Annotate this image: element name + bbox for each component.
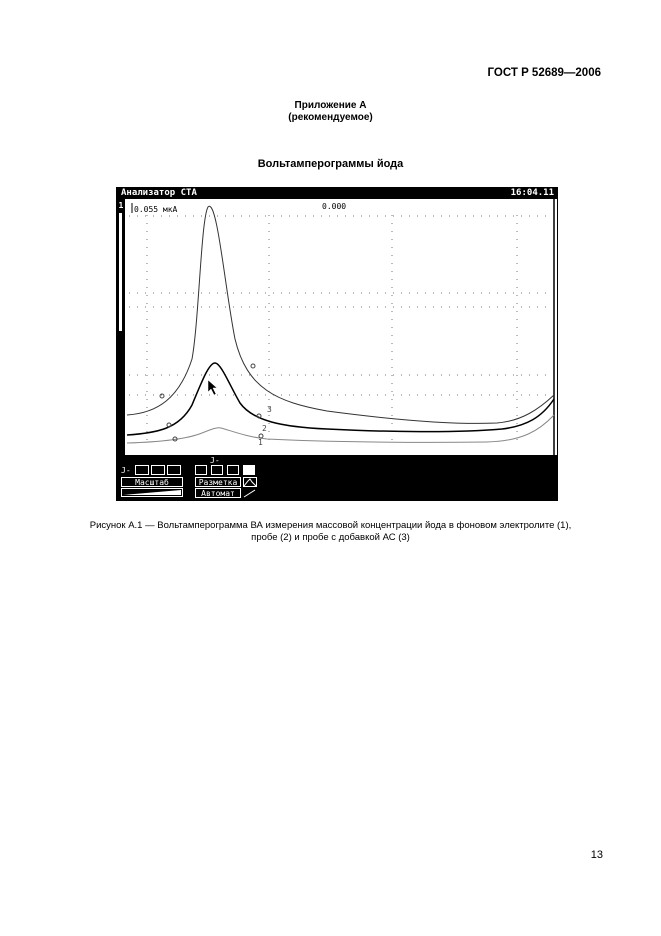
analyzer-screenshot [116, 187, 558, 501]
curve-label-1: 1 [258, 438, 263, 447]
cursor-label: J- [210, 456, 220, 465]
mode-cell-2[interactable] [151, 465, 165, 475]
curve-3 [127, 206, 554, 423]
option-cell-2[interactable] [211, 465, 223, 475]
appendix-title: Приложение А [294, 100, 367, 111]
dotted-grid [129, 215, 553, 444]
current-readout: 0.055 мкА [134, 205, 178, 214]
voltammogram-plot [117, 199, 557, 455]
y-marker: 1 [118, 201, 124, 210]
app-title: Анализатор СТА [121, 188, 197, 198]
curve-2 [127, 363, 554, 435]
potential-readout: 0.000 [322, 202, 347, 211]
auto-button-label: Автомат [201, 489, 235, 498]
mode-cell-1[interactable] [135, 465, 149, 475]
markup-button[interactable] [195, 477, 241, 487]
app-titlebar [117, 188, 557, 199]
curve-label-3: 3 [267, 405, 272, 414]
scale-ramp-icon [121, 488, 183, 497]
control-panel [117, 455, 557, 500]
section-title: Вольтамперограммы йода [257, 158, 404, 170]
peak-icon[interactable] [243, 477, 257, 487]
mode-label: J- [121, 466, 131, 475]
option-cell-4[interactable] [243, 465, 255, 475]
curve-label-2: 2 [262, 424, 267, 433]
scale-button-label: Масштаб [135, 478, 169, 487]
app-clock: 16:04.11 [510, 188, 554, 198]
option-cell-3[interactable] [227, 465, 239, 475]
caption-line-1: Рисунок А.1 — Вольтамперограмма ВА измерения массовой концентрации йода в фоновом электролите (1), [89, 520, 572, 531]
caption-line-2: пробе (2) и пробе с добавкой АС (3) [251, 532, 410, 543]
marker [251, 364, 255, 368]
markup-button-label: Разметка [198, 478, 238, 487]
scale-slider[interactable] [119, 213, 122, 331]
mode-cell-3[interactable] [167, 465, 181, 475]
appendix-note: (рекомендуемое) [288, 112, 373, 123]
appendix-heading [0, 100, 661, 124]
baseline-icon[interactable] [243, 488, 257, 498]
mouse-pointer-icon [208, 380, 217, 395]
document-code: ГОСТ Р 52689—2006 [487, 67, 601, 79]
page-number: 13 [590, 849, 603, 861]
option-cell-1[interactable] [195, 465, 207, 475]
figure-caption [62, 520, 599, 544]
scale-button[interactable] [121, 477, 183, 487]
auto-button[interactable] [195, 488, 241, 498]
